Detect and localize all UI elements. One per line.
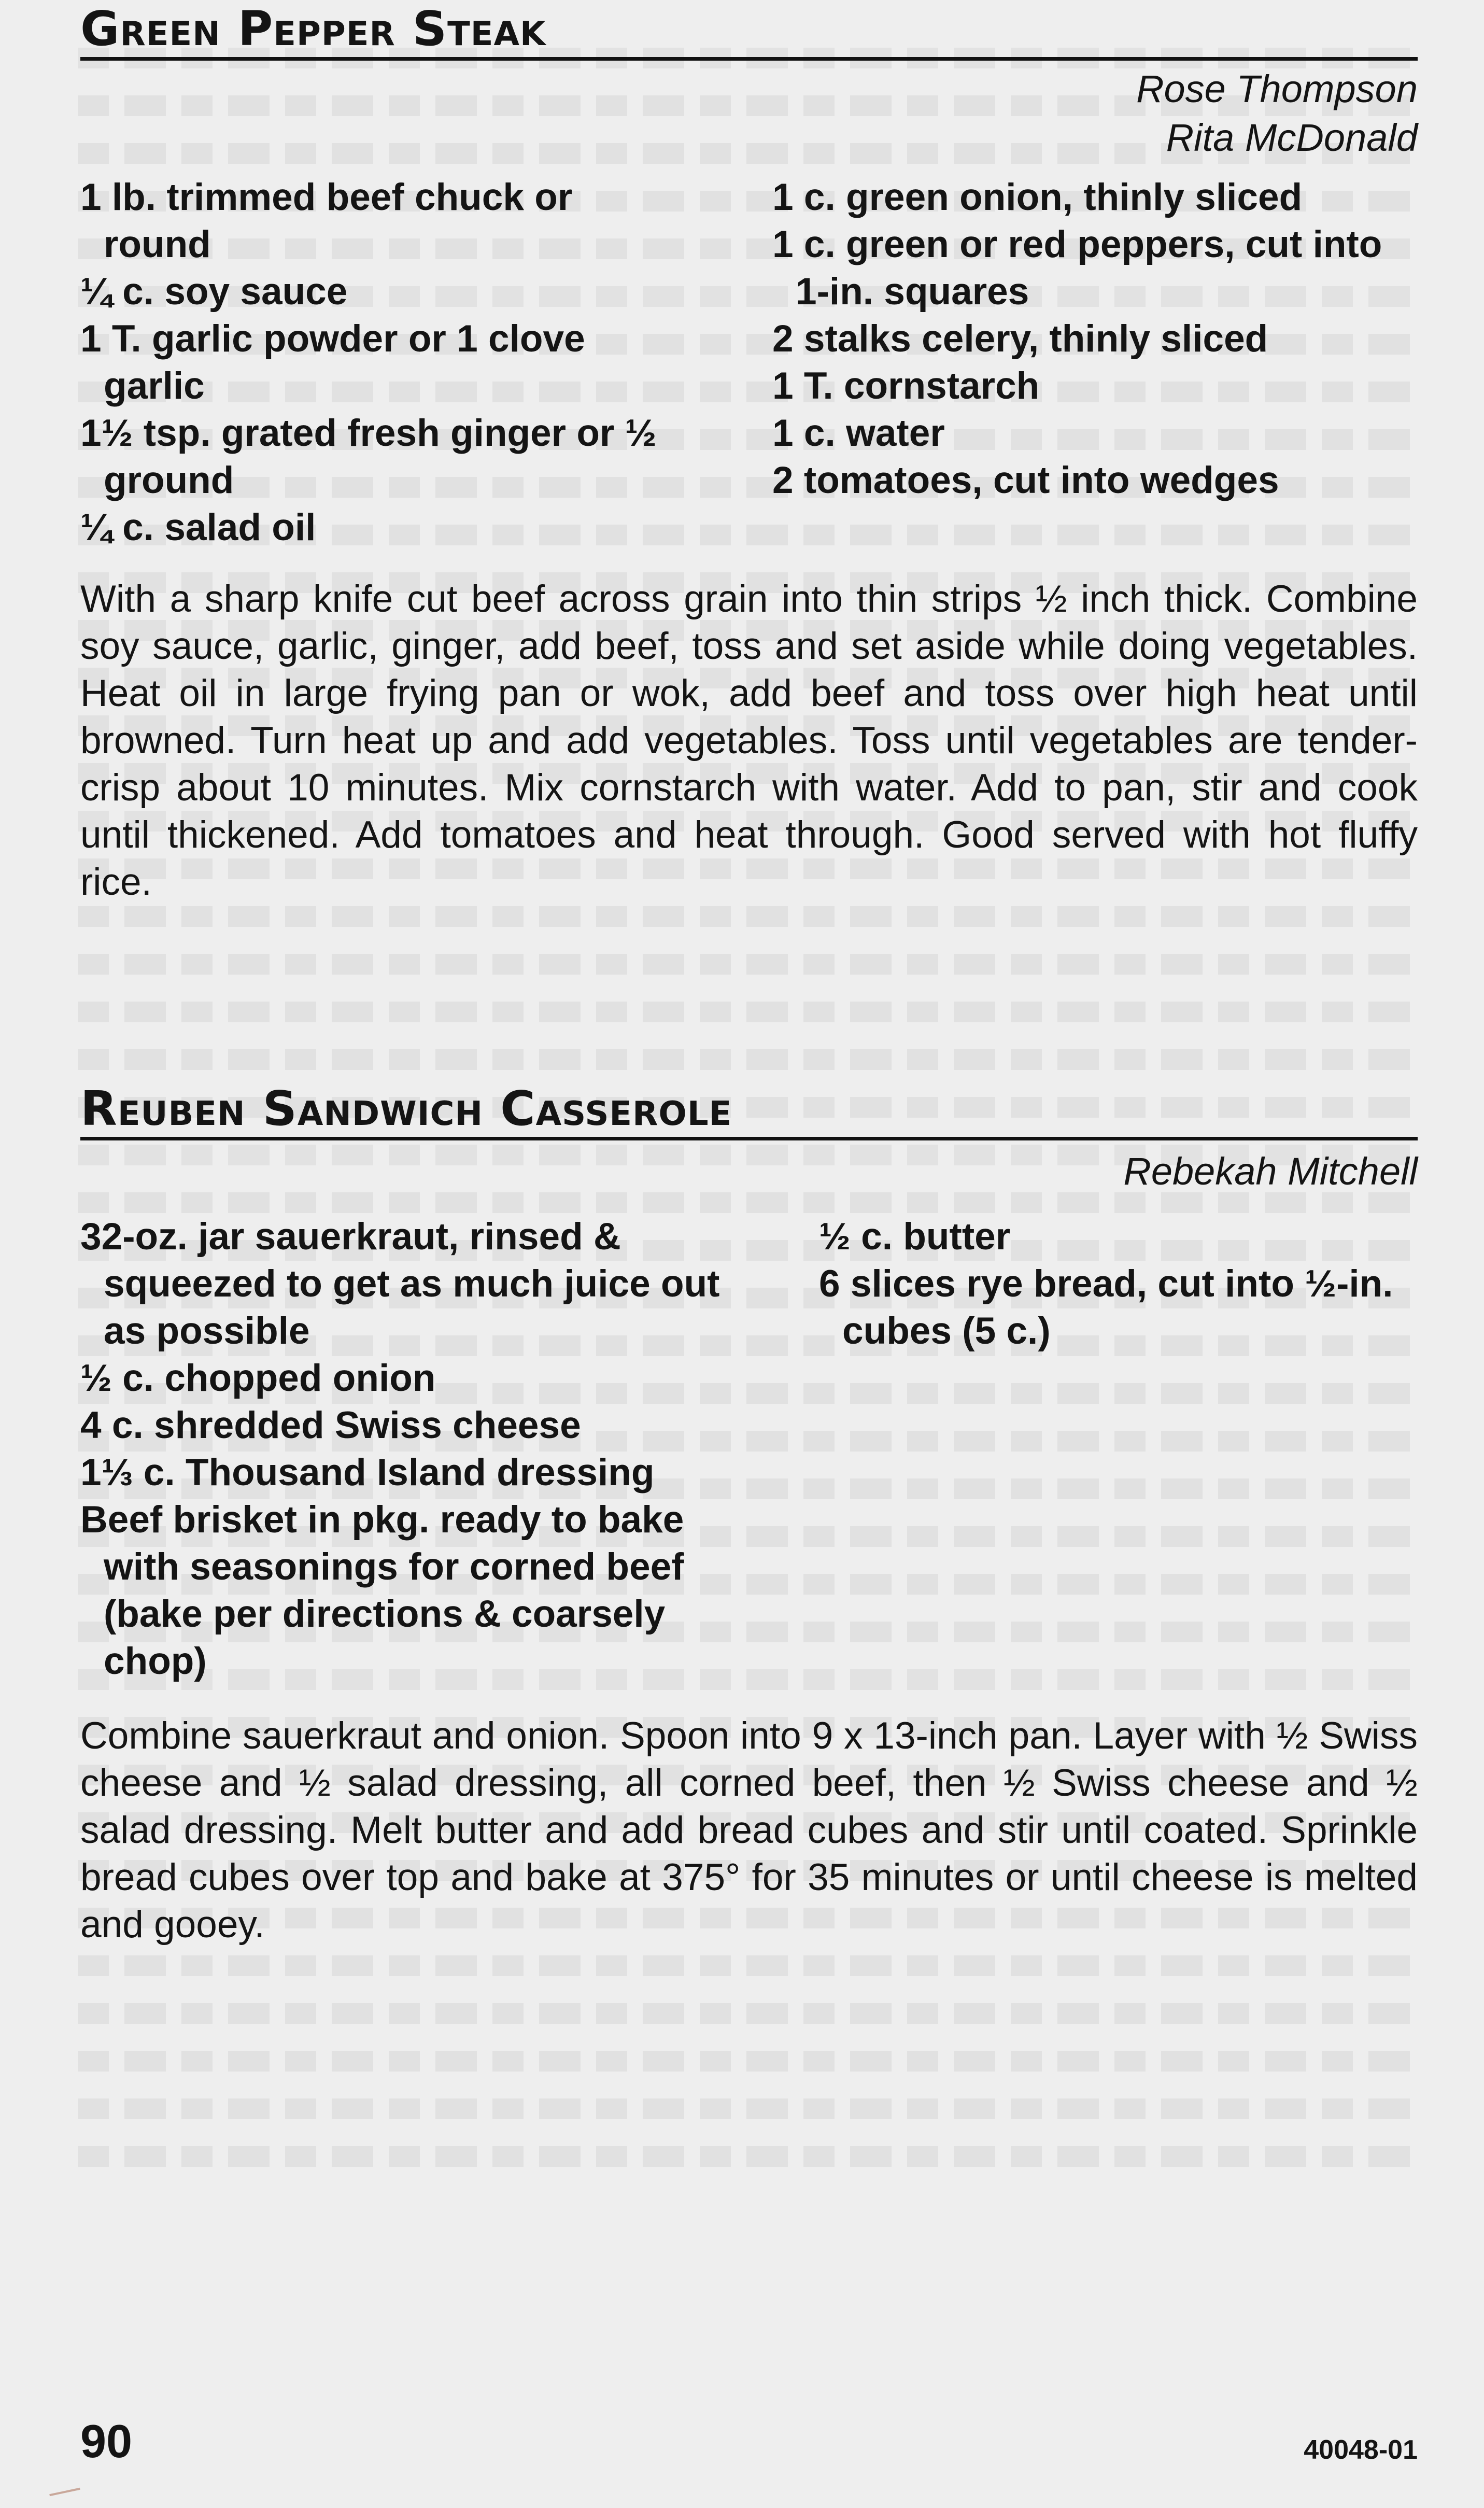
ingredient: ½ c. chopped onion (80, 1357, 436, 1399)
ingredient: 2 stalks celery, thinly sliced (772, 318, 1268, 360)
page-code: 40048-01 (1304, 2435, 1418, 2465)
ingredient: ¼ c. salad oil (80, 506, 316, 548)
scan-mark (49, 2488, 80, 2496)
ingredient: 1 T. cornstarch (772, 365, 1040, 407)
author-name: Rita McDonald (1166, 116, 1418, 159)
recipe-authors (1136, 65, 1418, 162)
ingredient: ½ c. butter (819, 1216, 1011, 1258)
ingredient: 1 c. green or red peppers, cut into 1-in. squares (772, 223, 1382, 313)
recipe-directions: Combine sauerkraut and onion. Spoon into 9 x 13-inch pan. Layer with ½ Swiss cheese and ½ salad dressing, all corned beef, then ½ Swiss cheese and ½ salad dressing. Melt butter and add bread cubes and stir until coated. Sprinkle bread cubes over top and bake at 375° for 35 minutes or until cheese is melted and gooey. (80, 1715, 1418, 1946)
ingredients-left-column (80, 174, 749, 551)
ingredient: 6 slices rye bread, cut into ½-in. cubes (5 c.) (819, 1263, 1393, 1352)
ingredient: 2 tomatoes, cut into wedges (772, 459, 1279, 501)
ingredient: ¼ c. soy sauce (80, 271, 348, 313)
title-rule (80, 57, 1418, 61)
ingredient: 32-oz. jar sauerkraut, rinsed & squeezed to get as much juice out as possible (80, 1216, 720, 1352)
ingredient: Beef brisket in pkg. ready to bake with seasonings for corned beef (bake per directions & coarsely chop) (80, 1499, 684, 1682)
ingredient: 1 T. garlic powder or 1 clove garlic (80, 318, 585, 407)
page-number: 90 (80, 2416, 133, 2468)
author-name: Rose Thompson (1136, 67, 1418, 110)
recipe-title: Reuben Sandwich Casserole (80, 1081, 732, 1136)
recipe-directions: With a sharp knife cut beef across grain into thin strips ½ inch thick. Combine soy sauce, garlic, ginger, add beef, toss and set aside while doing vegetables. Heat oil in large frying pan or wok, add beef and toss over high heat until browned. Turn heat up and add vegetables. Toss until vegetables are tender-crisp about 10 minutes. Mix cornstarch with water. Add to pan, stir and cook until thickened. Add tomatoes and heat through. Good served with hot fluffy rice. (80, 578, 1418, 903)
ingredient: 1 c. water (772, 412, 945, 454)
ingredient: 4 c. shredded Swiss cheese (80, 1404, 581, 1446)
title-rule (80, 1137, 1418, 1140)
author-name: Rebekah Mitchell (1123, 1150, 1418, 1193)
ingredient: 1⅓ c. Thousand Island dressing (80, 1452, 655, 1493)
ingredient: 1 c. green onion, thinly sliced (772, 176, 1303, 218)
ingredient: 1 lb. trimmed beef chuck or round (80, 176, 573, 265)
ingredient: 1½ tsp. grated fresh ginger or ½ ground (80, 412, 657, 501)
ingredients-right-column (772, 174, 1418, 504)
recipe-authors (1123, 1147, 1418, 1196)
recipe-title: Green Pepper Steak (80, 1, 546, 57)
ingredients-right-column (819, 1213, 1418, 1355)
ingredients-left-column (80, 1213, 749, 1685)
